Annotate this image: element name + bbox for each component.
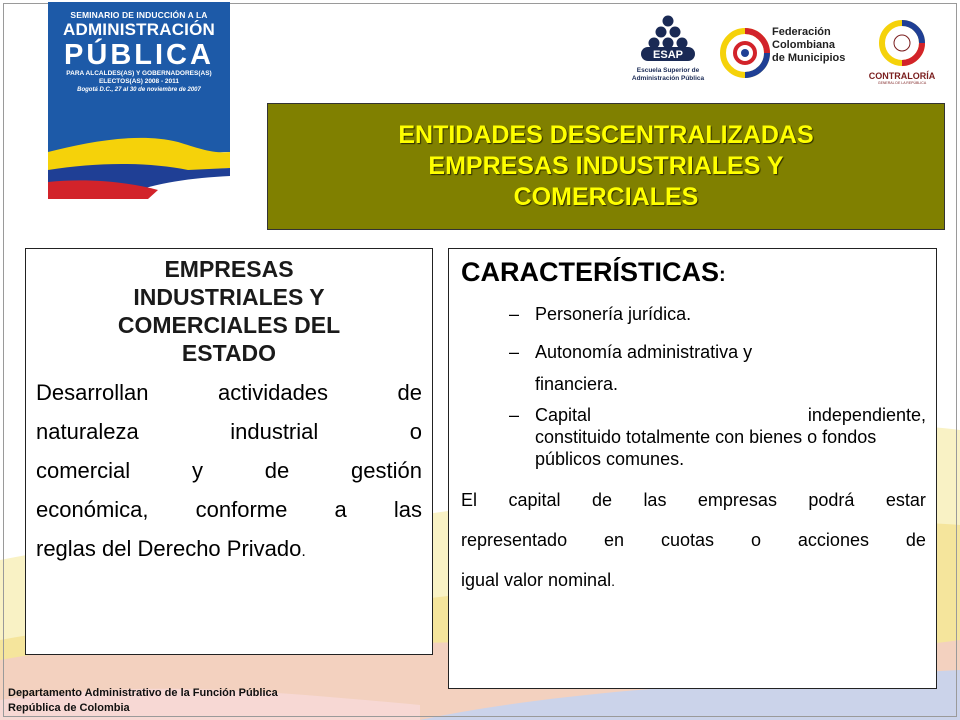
title-line2: EMPRESAS INDUSTRIALES Y <box>428 152 784 180</box>
fcm-line2: Colombiana <box>772 39 835 51</box>
left-heading-line1: EMPRESAS <box>164 256 294 282</box>
left-panel <box>25 248 433 655</box>
footer <box>8 686 278 716</box>
word: Capital <box>535 405 592 425</box>
seminar-line2: ADMINISTRACIÓN <box>62 20 215 39</box>
footer-line1: Departamento Administrativo de la Función Pública <box>8 687 278 699</box>
seminar-line3: PÚBLICA <box>64 39 214 71</box>
word: de <box>397 380 422 405</box>
word: independiente, <box>807 405 926 425</box>
right-body-last: igual valor nominal <box>461 570 612 590</box>
bullet-dash: – <box>509 405 520 425</box>
word: capital <box>508 490 561 510</box>
esap-emblem-icon <box>633 14 703 62</box>
word: cuotas <box>660 530 715 550</box>
right-panel <box>448 248 937 689</box>
title-line1: ENTIDADES DESCENTRALIZADAS <box>398 121 814 149</box>
left-body-line <box>36 451 422 490</box>
right-body-line <box>461 560 926 601</box>
word: o <box>750 530 761 550</box>
bullet-text-line1: Autonomía administrativa y <box>535 342 753 362</box>
word: industrial <box>230 419 319 444</box>
fcm-line3: de Municipios <box>772 52 846 64</box>
left-heading-line2: INDUSTRIALES Y <box>133 284 325 310</box>
bullet-item <box>509 336 926 400</box>
seminar-logo <box>48 2 230 199</box>
left-body-line <box>36 412 422 451</box>
contraloria-emblem-icon <box>879 20 925 66</box>
esap-acronym: ESAP <box>653 49 683 61</box>
footer-line2: República de Colombia <box>8 702 130 714</box>
contraloria-name: CONTRALORÍA <box>868 71 936 81</box>
word: representado <box>461 530 568 550</box>
seminar-line6: Bogotá D.C., 27 al 30 de noviembre de 2007 <box>77 87 201 93</box>
word: empresas <box>697 490 777 510</box>
right-heading-colon: : <box>719 264 726 286</box>
word: naturaleza <box>36 419 139 444</box>
bullet-text-line1 <box>535 404 926 426</box>
seminar-line1: SEMINARIO DE INDUCCIÓN A LA <box>70 10 208 20</box>
page-title <box>398 120 813 213</box>
title-box <box>267 103 945 230</box>
bullet-text-rest: constituido totalmente con bienes o fondos públicos comunes. <box>535 427 877 469</box>
title-line3: COMERCIALES <box>513 183 699 211</box>
right-body-line <box>461 480 926 520</box>
word: de <box>264 458 290 483</box>
word: gestión <box>351 458 422 483</box>
bullet-text-line2: financiera. <box>535 374 619 394</box>
left-body-line <box>36 529 422 571</box>
left-heading-line3: COMERCIALES DEL <box>117 312 341 338</box>
word: podrá <box>808 490 855 510</box>
right-heading <box>461 255 926 292</box>
fcm-line1: Federación <box>772 26 831 38</box>
bullet-dash: – <box>509 304 520 324</box>
word: Desarrollan <box>36 380 149 405</box>
bullet-item <box>509 302 926 326</box>
esap-logo <box>620 14 716 92</box>
bullet-text: Personería jurídica. <box>535 304 692 324</box>
seminar-line5: ELECTOS(AS) 2008 - 2011 <box>98 78 180 85</box>
word: acciones <box>797 530 869 550</box>
left-body <box>36 373 422 571</box>
right-body-line <box>461 520 926 560</box>
word: económica, <box>36 497 149 522</box>
word: conforme <box>195 497 288 522</box>
word: estar <box>885 490 926 510</box>
bullet-text <box>535 336 926 400</box>
right-body <box>461 480 926 601</box>
seminar-line4: PARA ALCALDES(AS) Y GOBERNADORES(AS) <box>66 70 212 77</box>
word: de <box>905 530 926 550</box>
word: a <box>334 497 347 522</box>
contraloria-subtitle: GENERAL DE LA REPÚBLICA <box>877 81 927 85</box>
word: las <box>393 497 422 522</box>
bullet-dash: – <box>509 342 520 362</box>
word: comercial <box>36 458 131 483</box>
word: y <box>191 458 203 483</box>
left-body-line <box>36 490 422 529</box>
left-heading <box>36 255 422 367</box>
right-heading-text: CARACTERÍSTICAS <box>461 257 720 287</box>
esap-label-line1: Escuela Superior de <box>636 67 700 74</box>
left-body-last: reglas del Derecho Privado <box>36 536 302 561</box>
word: las <box>643 490 667 510</box>
fcm-emblem-icon <box>720 28 770 78</box>
fcm-logo <box>720 24 850 84</box>
esap-label-line2: Administración Pública <box>631 74 705 82</box>
bullet-text <box>535 404 926 470</box>
left-heading-line4: ESTADO <box>181 340 277 366</box>
bullet-item <box>509 404 926 470</box>
left-body-period: . <box>301 543 306 560</box>
word: de <box>591 490 612 510</box>
word: o <box>409 419 422 444</box>
word: en <box>604 530 625 550</box>
right-body-period: . <box>611 573 615 589</box>
word: actividades <box>217 380 329 405</box>
left-body-line <box>36 373 422 412</box>
contraloria-logo <box>860 20 944 92</box>
word: El <box>461 490 478 510</box>
